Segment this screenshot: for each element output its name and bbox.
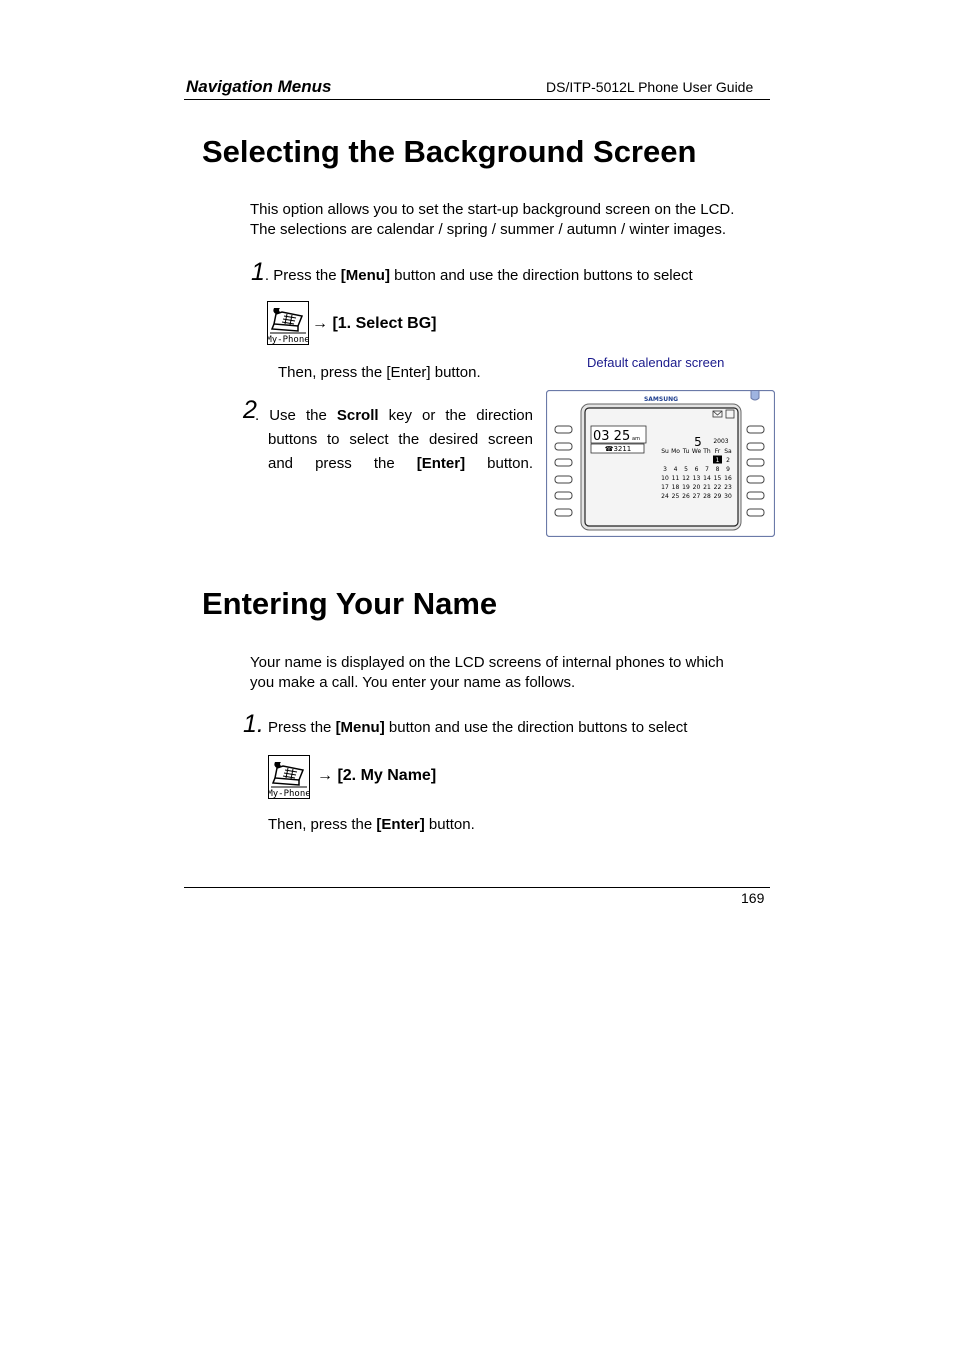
- step2-enter: [Enter]: [416, 455, 466, 472]
- calendar-date: 8: [715, 466, 720, 473]
- calendar-date: 9: [726, 466, 730, 473]
- step-number: 1.: [243, 710, 264, 738]
- step2-line2: buttons to select the desired screen: [268, 431, 533, 448]
- calendar-date: 18: [671, 484, 680, 491]
- section1-intro: [250, 200, 770, 240]
- calendar-date: 25: [671, 493, 680, 500]
- section1-step2: [243, 396, 534, 476]
- calendar-date: 20: [692, 484, 701, 491]
- calendar-date: 30: [724, 493, 732, 500]
- section2-then-text: [268, 816, 475, 833]
- lcd-time: 03 25: [593, 429, 631, 444]
- section2-intro-line1: Your name is displayed on the LCD screens of internal phones to which: [250, 654, 724, 671]
- phone-lcd-figure: [546, 390, 775, 537]
- section-title-name: Entering Your Name: [202, 586, 498, 621]
- step2-line1-post: key or the direction: [378, 407, 533, 424]
- footer-rule: [184, 887, 770, 888]
- section1-intro-line1: This option allows you to set the start-up background screen on the LCD.: [250, 201, 735, 218]
- figure-caption: Default calendar screen: [587, 355, 725, 370]
- calendar-date: 26: [682, 493, 690, 500]
- lcd-ampm: am: [632, 436, 640, 442]
- step2-line3: [268, 452, 533, 476]
- calendar-date: 23: [724, 484, 732, 491]
- then-enter: [Enter]: [376, 816, 425, 833]
- menu-path-my-name: → [2. My Name]: [317, 767, 437, 784]
- section-title-background: Selecting the Background Screen: [202, 134, 697, 169]
- step-text-menu: [Menu]: [340, 267, 390, 284]
- step-text-pre: . Press the: [264, 267, 341, 284]
- calendar-date: 1: [715, 457, 720, 464]
- lcd-extension: ☎3211: [604, 445, 632, 453]
- step2-line3-post: button.: [465, 455, 534, 472]
- calendar-date: 24: [661, 493, 669, 500]
- section1-intro-line2: The selections are calendar / spring / summer / autumn / winter images.: [250, 221, 727, 238]
- page-number: 169: [741, 890, 765, 906]
- calendar-date: 3: [663, 466, 667, 473]
- calendar-date: 10: [661, 475, 669, 482]
- calendar-date: 22: [713, 484, 722, 491]
- step2-line3-pre: and press the: [268, 455, 417, 472]
- then-pre: Then, press the: [268, 816, 377, 833]
- calendar-date: 14: [703, 475, 711, 482]
- calendar-date: 28: [703, 493, 711, 500]
- calendar-weekday: Tu: [682, 448, 690, 455]
- calendar-date: 27: [692, 493, 701, 500]
- lcd-year: 2003: [713, 438, 729, 445]
- running-header-guide: DS/ITP-5012L Phone User Guide: [546, 79, 754, 95]
- calendar-weekday: Th: [703, 448, 711, 455]
- step-number: 1: [251, 258, 265, 286]
- calendar-weekday: Fr: [714, 448, 721, 455]
- step2-line1-pre: . Use the: [255, 407, 337, 424]
- calendar-date: 29: [713, 493, 722, 500]
- calendar-weekday: Sa: [724, 448, 732, 455]
- section2-intro: [250, 653, 770, 693]
- calendar-weekday: Mo: [671, 448, 680, 455]
- my-phone-icon-label: My-Phone: [269, 789, 309, 798]
- calendar-date: 6: [694, 466, 699, 473]
- calendar-date: 21: [703, 484, 711, 491]
- my-phone-icon: [268, 755, 310, 799]
- calendar-date: 2: [726, 457, 730, 464]
- running-header-section: Navigation Menus: [186, 77, 332, 96]
- calendar-date: 16: [724, 475, 732, 482]
- step-text-menu: [Menu]: [335, 719, 385, 736]
- calendar-date: 13: [692, 475, 701, 482]
- calendar-date: 4: [673, 466, 678, 473]
- calendar-date: 12: [682, 475, 690, 482]
- calendar-date: 17: [661, 484, 669, 491]
- calendar-weekday: We: [691, 448, 702, 455]
- header-rule: [184, 99, 770, 100]
- step-number: 2: [243, 396, 257, 424]
- step-text-pre: Press the: [263, 719, 336, 736]
- step2-scroll-key: Scroll: [336, 407, 379, 424]
- my-phone-icon: [267, 301, 309, 345]
- step-text-post: button and use the direction buttons to select: [384, 719, 688, 736]
- my-phone-icon-label: My-Phone: [268, 335, 308, 344]
- menu-path-select-bg: → [1. Select BG]: [312, 315, 437, 332]
- calendar-date: 5: [684, 466, 688, 473]
- calendar-weekday: Su: [661, 448, 669, 455]
- calendar-date: 19: [682, 484, 690, 491]
- section1-step1: [251, 258, 693, 287]
- step-text-post: button and use the direction buttons to select: [389, 267, 693, 284]
- section2-intro-line2: you make a call. You enter your name as follows.: [250, 674, 576, 691]
- section2-step1: [243, 710, 687, 739]
- section1-then-text: Then, press the [Enter] button.: [278, 364, 481, 381]
- lcd-day: 5: [694, 435, 702, 449]
- samsung-logo: SAMSUNG: [643, 396, 679, 403]
- calendar-date: 15: [713, 475, 722, 482]
- calendar-date: 7: [705, 466, 709, 473]
- calendar-date: 11: [671, 475, 680, 482]
- then-post: button.: [424, 816, 475, 833]
